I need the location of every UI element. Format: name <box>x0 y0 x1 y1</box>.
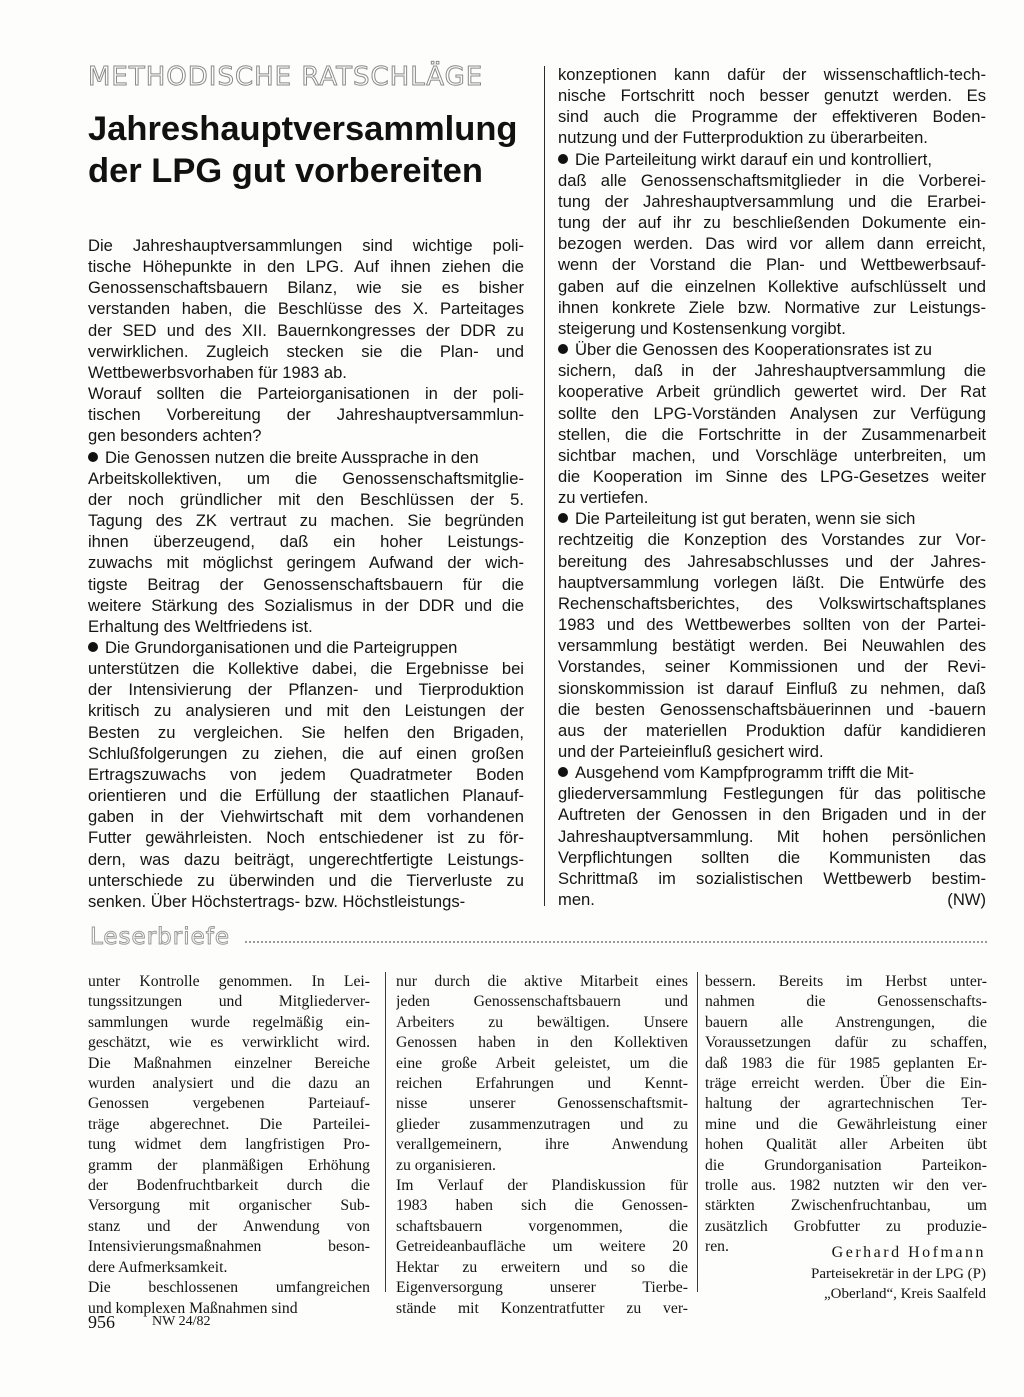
text-line: nische Fortschritt noch besser genutzt werden. Es <box>558 86 986 106</box>
section-label: METHODISCHE RATSCHLÄGE <box>88 62 484 92</box>
text-line: zuwachs mit möglichst geringem Aufwand der wich- <box>88 553 524 573</box>
signature-title-line: Parteisekretär in der LPG (P) <box>811 1266 986 1282</box>
text-line: senken. Über Höchstertrags- bzw. Höchstleistungs- <box>88 891 466 911</box>
text-line: reichen Erfahrungen und Kennt- <box>396 1075 688 1093</box>
text-line: zu organisieren. <box>396 1156 496 1174</box>
text-line: bessern. Bereits im Herbst unter- <box>705 973 987 990</box>
text-line: Im Verlauf der Plandiskussion für <box>396 1177 688 1195</box>
text-line: unterschiede zu überwinden und die Tierverluste zu <box>88 870 524 890</box>
text-line: Futter gewährleisten. Noch entschiedener ist zu för- <box>88 828 524 848</box>
text-line: ren. <box>705 1238 729 1256</box>
letters-section-rule <box>245 941 987 945</box>
text-line: haltung der agrartechnischen Ter- <box>705 1095 987 1113</box>
text-line: sollte den LPG-Vorständen Analysen zur Verfügung <box>558 403 986 423</box>
text-line: stände mit Konzentratfutter zu ver- <box>396 1299 688 1317</box>
text-line: Jahreshauptversammlung. Mit hohen persönlichen <box>558 826 986 846</box>
text-line: Getreideanbaufläche um weitere 20 <box>396 1238 688 1256</box>
text-line: die besten Genossenschaftsbäuerinnen und -bauern <box>558 699 986 719</box>
text-line: Genossen haben in den Kollektiven <box>396 1034 688 1052</box>
text-line: steigerung und Kostensenkung vorgibt. <box>558 318 846 338</box>
text-line <box>558 339 986 360</box>
text-line: jeden Genossenschaftsbauern und <box>396 993 688 1011</box>
text-line: ihnen konkrete Ziele bzw. Normative zur Leistungs- <box>558 297 986 317</box>
text-line: wurden analysiert und die dazu an <box>88 1075 370 1093</box>
text-line <box>88 447 524 468</box>
text-line <box>558 149 986 170</box>
text-line: konzeptionen kann dafür der wissenschaftlich-tech- <box>558 65 986 84</box>
text-line: Die Maßnahmen einzelner Bereiche <box>88 1054 370 1072</box>
text-line: Eigenversorgung unserer Tierbe- <box>396 1279 688 1297</box>
text-line: Genossen vergebenen Parteiauf- <box>88 1095 370 1113</box>
text-line: verwirklichen. Zugleich stecken sie die Plan- und <box>88 341 524 361</box>
text-line: Wettbewerbsvorhaben für 1983 ab. <box>88 362 347 382</box>
text-line: der Bodenfruchtbarkeit durch die <box>88 1177 370 1195</box>
text-line-content: Ausgehend vom Kampfprogramm trifft die Mit- <box>575 763 915 783</box>
text-line: der noch gründlicher mit den Beschlüssen der 5. <box>88 489 524 509</box>
text-line: mine und die Gewährleistung einer <box>705 1115 987 1133</box>
text-line: Erhaltung des Weltfriedens ist. <box>88 616 313 636</box>
text-line: sammlungen wurde regelmäßig ein- <box>88 1013 370 1031</box>
text-line: Schlußfolgerungen zu ziehen, die auf einen großen <box>88 743 524 763</box>
text-line: Schrittmaß im sozialistischen Wettbewerb bestim- <box>558 868 986 888</box>
text-line: sichtbar machen, und Vorschläge unterbreiten, um <box>558 445 986 465</box>
text-line <box>88 637 524 658</box>
text-line: Ertragszuwachs von jedem Quadratmeter Boden <box>88 764 524 784</box>
text-line: sind auch die Programme der effektiveren Boden- <box>558 107 986 127</box>
text-line-content: Die Parteileitung ist gut beraten, wenn sie sich <box>575 509 916 529</box>
author-tag: (NW) <box>947 890 986 910</box>
text-line: kooperative Arbeit gründlich gewertet wird. Der Rat <box>558 382 986 402</box>
text-line-content: Über die Genossen des Kooperationsrates ist zu <box>575 340 932 360</box>
text-line: hohen Qualität aller Arbeiten übt <box>705 1136 987 1154</box>
letter-column-2 <box>396 972 688 1319</box>
text-line: stellen, die die Fortschritte in der Zusammenarbeit <box>558 424 986 444</box>
bullet-icon <box>88 642 98 652</box>
text-line: aus der materiellen Produktion dafür kandidieren <box>558 720 986 740</box>
text-line: träge abgerechnet. Die Parteilei- <box>88 1115 370 1133</box>
text-line: kritisch zu analysieren und mit den Leistungen der <box>88 701 524 721</box>
text-line <box>558 508 986 529</box>
text-line: der Intensivierung der Pflanzen- und Tierproduktion <box>88 680 524 700</box>
text-line: tigste Beitrag der Genossenschaftsbauern für die <box>88 574 524 594</box>
text-line: und komplexen Maßnahmen sind <box>88 1299 298 1317</box>
text-line: nisse unserer Genossenschaftsmit- <box>396 1095 688 1113</box>
text-line: Tagung des ZK vertraut zu machen. Sie begründen <box>88 511 524 531</box>
bullet-icon <box>88 452 98 462</box>
text-line: und der Parteieinfluß gesichert wird. <box>558 742 824 761</box>
text-line: Versorgung mit organischer Sub- <box>88 1197 370 1215</box>
text-line: träge erreicht werden. Über die Ein- <box>705 1075 987 1093</box>
text-line: dere Aufmerksamkeit. <box>88 1258 228 1276</box>
text-line: Hektar zu erweitern und so die <box>396 1258 688 1276</box>
text-line: die Kooperation im Sinne des LPG-Gesetzes weiter <box>558 466 986 486</box>
text-line: gaben in der Viehwirtschaft mit dem vorhandenen <box>88 807 524 827</box>
bullet-icon <box>558 154 568 164</box>
text-line: eine große Arbeit geleistet, um die <box>396 1054 688 1072</box>
text-line: dern, was dazu beiträgt, ungerechtfertigte Leistungs- <box>88 849 524 869</box>
text-line: Worauf sollten die Parteiorganisationen in der poli- <box>88 384 524 404</box>
text-line: Verpflichtungen sollten die Kommunisten das <box>558 847 986 867</box>
bullet-icon <box>558 513 568 523</box>
text-line: daß alle Genossenschaftsmitglieder in die Vorberei- <box>558 170 986 190</box>
signature-title <box>811 1265 986 1304</box>
text-line: sionskommission ist darauf Einfluß zu nehmen, daß <box>558 678 986 698</box>
text-line: Genossenschaftsbauern Bilanz, wie sie es bisher <box>88 278 524 298</box>
text-line: wenn der Vorstand die Plan- und Wettbewerbsauf- <box>558 255 986 275</box>
text-line: tungssitzungen und Mitgliederver- <box>88 993 370 1011</box>
letter-column-3 <box>705 972 987 1258</box>
text-line: orientieren und die Erfüllung der staatlichen Planauf- <box>88 786 524 806</box>
text-line: Rechenschaftsberichtes, des Volkswirtschaftsplanes <box>558 593 986 613</box>
text-line: verallgemeinern, ihre Anwendung <box>396 1136 688 1154</box>
text-line: nahmen die Genossenschafts- <box>705 993 987 1011</box>
article-column-left <box>88 235 524 912</box>
text-line: schaftsbauern vorgenommen, die <box>396 1217 688 1235</box>
signature-name: Gerhard Hofmann <box>831 1244 986 1261</box>
text-line: unter Kontrolle genommen. In Lei- <box>88 973 370 990</box>
text-line: weitere Stärkung des Sozialismus in der DDR und die <box>88 595 524 615</box>
article-headline <box>88 108 538 192</box>
signature-title-line: „Oberland“, Kreis Saalfeld <box>823 1285 986 1302</box>
text-line <box>558 762 986 783</box>
text-line: tische Höhepunkte in den LPG. Auf ihnen ziehen die <box>88 257 524 277</box>
text-line: daß 1983 die für 1985 geplanten Er- <box>705 1054 987 1072</box>
headline-line: Jahreshauptversammlung <box>88 110 518 148</box>
text-line-content: Die Genossen nutzen die breite Aussprache in den <box>105 447 479 467</box>
text-line: Besten zu vergleichen. Sie helfen den Brigaden, <box>88 722 524 742</box>
text-line: glieder zusammenzutragen und zu <box>396 1115 688 1133</box>
text-line: versammlung bestätigt werden. Bei Neuwahlen des <box>558 636 986 656</box>
letter-column-1 <box>88 972 370 1319</box>
text-line: nutzung und der Futterproduktion zu überarbeiten. <box>558 128 928 148</box>
text-line: hauptversammlung vorlegen läßt. Die Entwürfe des <box>558 572 986 592</box>
text-line: Die Jahreshauptversammlungen sind wichtige poli- <box>88 236 524 255</box>
text-line: Auftreten der Genossen in den Brigaden und in der <box>558 805 986 825</box>
column-divider <box>385 972 386 1292</box>
letters-section-label: Leserbriefe <box>90 924 230 950</box>
text-line: bereitung des Jahresabschlusses und der Jahres- <box>558 551 986 571</box>
text-line: Intensivierungsmaßnahmen beson- <box>88 1238 370 1256</box>
text-line-content: men. <box>558 890 595 910</box>
text-line-content: Die Parteileitung wirkt darauf ein und kontrolliert, <box>575 149 932 169</box>
text-line: tischen Vorbereitung der Jahreshauptversammlun- <box>88 405 524 425</box>
text-line: rechtzeitig die Konzeption des Vorstandes zur Vor- <box>558 530 986 550</box>
text-line: tung der Jahreshauptversammlung und die Erarbei- <box>558 191 986 211</box>
text-line: tung widmet dem langfristigen Pro- <box>88 1136 370 1154</box>
bullet-icon <box>558 344 568 354</box>
page-number: 956 <box>88 1312 115 1332</box>
text-line: der SED und des XII. Bauernkongresses der DDR zu <box>88 320 524 340</box>
issue-label: NW 24/82 <box>152 1314 211 1329</box>
text-line: nur durch die aktive Mitarbeit eines <box>396 973 688 990</box>
text-line: ihnen überzeugend, daß ein hoher Leistungs- <box>88 532 524 552</box>
column-divider <box>697 972 698 1292</box>
text-line: zusätzlich Grobfutter zu produzie- <box>705 1217 987 1235</box>
text-line: 1983 und des Wettbewerbes sollten von der Partei- <box>558 615 986 635</box>
text-line: zu vertiefen. <box>558 488 649 508</box>
text-line: verstanden haben, die Beschlüsse des X. Parteitages <box>88 299 524 319</box>
text-line: geschätzt, wie es verwirklicht wird. <box>88 1034 370 1052</box>
headline-line: der LPG gut vorbereiten <box>88 152 483 190</box>
text-line: 1983 haben sich die Genossen- <box>396 1197 688 1215</box>
text-line: unterstützen die Kollektive dabei, die Ergebnisse bei <box>88 659 524 679</box>
text-line: tung der auf ihr zu beschließenden Dokumente ein- <box>558 213 986 233</box>
text-line: Die beschlossenen umfangreichen <box>88 1279 370 1297</box>
text-line: stanz und der Anwendung von <box>88 1217 370 1235</box>
text-line: gliederversammlung Festlegungen für das politische <box>558 784 986 804</box>
text-line: die Grundorganisation Parteikon- <box>705 1156 987 1174</box>
text-line: Arbeiters zu bewältigen. Unsere <box>396 1013 688 1031</box>
text-line-content: Die Grundorganisationen und die Parteigruppen <box>105 637 458 657</box>
text-line: sichern, daß in der Jahreshauptversammlung die <box>558 361 986 381</box>
article-column-right <box>558 64 986 910</box>
text-line: bauern alle Anstrengungen, die <box>705 1013 987 1031</box>
text-line: stärkten Zwischenfruchtanbau, um <box>705 1197 987 1215</box>
text-line: trolle aus. 1982 nutzten wir den ver- <box>705 1177 987 1195</box>
text-line: Voraussetzungen dafür zu schaffen, <box>705 1034 987 1052</box>
text-line: gaben auf die einzelnen Kollektive aufschlüsselt und <box>558 276 986 296</box>
text-line: gramm der planmäßigen Erhöhung <box>88 1156 370 1174</box>
text-line: Arbeitskollektiven, um die Genossenschaftsmitglie- <box>88 468 524 488</box>
text-line: bezogen werden. Das wird vor allem dann erreicht, <box>558 234 986 254</box>
column-divider <box>544 66 545 906</box>
text-line: Vorstandes, seiner Kommissionen und der Revi- <box>558 657 986 677</box>
text-line: gen besonders achten? <box>88 426 262 446</box>
bullet-icon <box>558 767 568 777</box>
text-line <box>558 889 986 910</box>
